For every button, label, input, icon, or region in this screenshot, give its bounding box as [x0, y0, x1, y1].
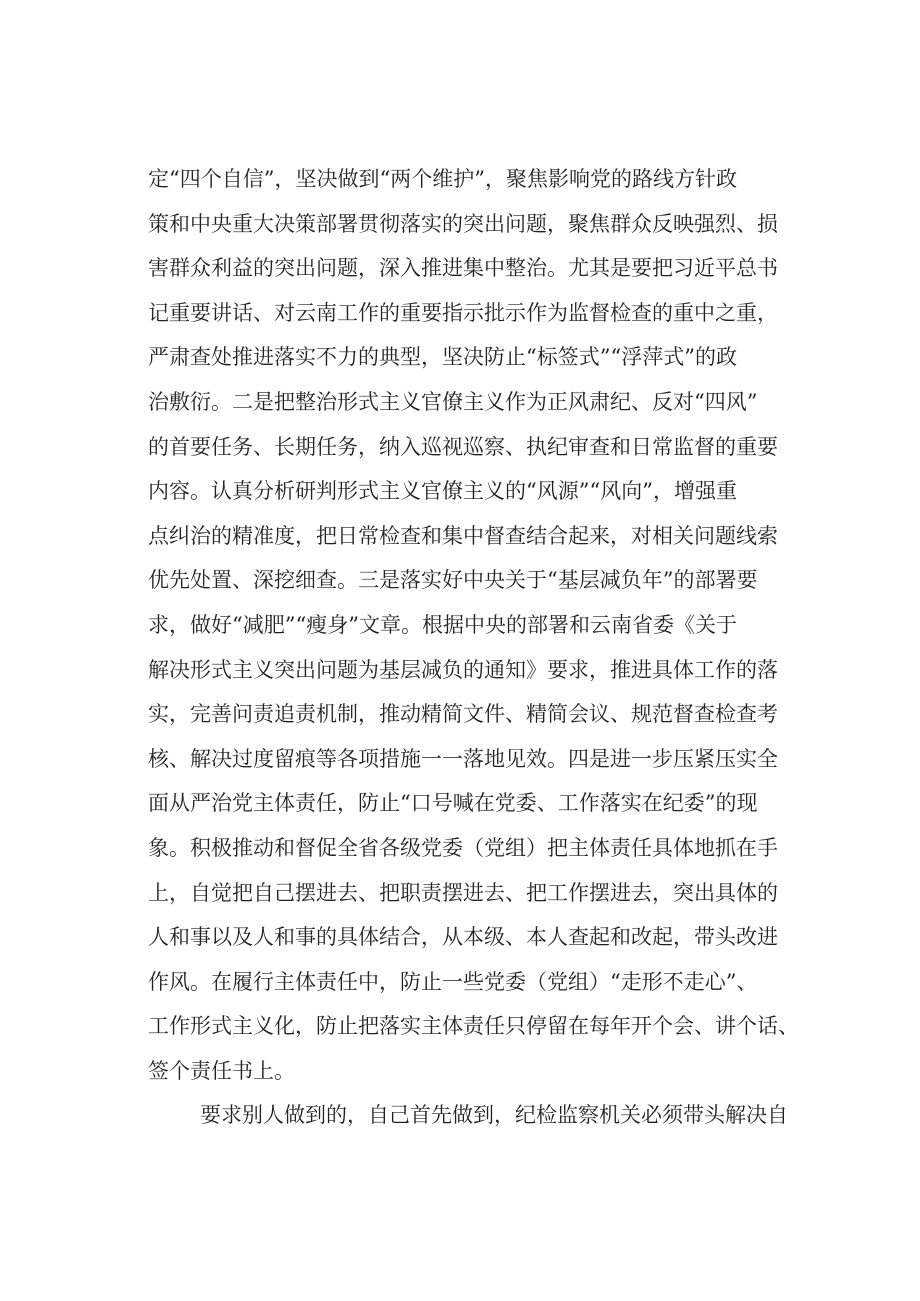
text-line: 解决形式主义突出问题为基层减负的通知》要求，推进具体工作的落 [148, 657, 778, 682]
document-body [148, 157, 848, 1138]
text-line: 求，做好“减肥”“瘦身”文章。根据中央的部署和云南省委《关于 [148, 612, 737, 637]
text-line: 点纠治的精准度，把日常检查和集中督查结合起来，对相关问题线索 [148, 523, 778, 548]
text-line: 核、解决过度留痕等各项措施一一落地见效。四是进一步压紧压实全 [148, 746, 778, 771]
text-line: 人和事以及人和事的具体结合，从本级、本人查起和改起，带头改进 [148, 925, 778, 950]
text-line: 签个责任书上。 [148, 1058, 295, 1083]
paragraph-1 [148, 157, 848, 1093]
text-line: 作风。在履行主体责任中，防止一些党委（党组）“走形不走心”、 [148, 969, 758, 994]
text-line: 的首要任务、长期任务，纳入巡视巡察、执纪审查和日常监督的重要 [148, 434, 778, 459]
text-line: 优先处置、深挖细查。三是落实好中央关于“基层减负年”的部署要 [148, 568, 758, 593]
text-line: 记重要讲话、对云南工作的重要指示批示作为监督检查的重中之重， [148, 300, 778, 325]
text-line: 要求别人做到的，自己首先做到，纪检监察机关必须带头解决自 [200, 1103, 788, 1128]
text-line: 策和中央重大决策部署贯彻落实的突出问题，聚焦群众反映强烈、损 [148, 211, 778, 236]
text-line: 面从严治党主体责任，防止“口号喊在党委、工作落实在纪委”的现 [148, 791, 758, 816]
paragraph-2 [148, 1093, 848, 1138]
text-line: 害群众利益的突出问题，深入推进集中整治。尤其是要把习近平总书 [148, 256, 778, 281]
text-line: 内容。认真分析研判形式主义官僚主义的“风源”“风向”，增强重 [148, 479, 737, 504]
text-line: 严肃查处推进落实不力的典型，坚决防止“标签式”“浮萍式”的政 [148, 345, 737, 370]
text-line: 工作形式主义化，防止把落实主体责任只停留在每年开个会、讲个话、 [148, 1014, 799, 1039]
text-line: 定“四个自信”，坚决做到“两个维护”，聚焦影响党的路线方针政 [148, 167, 737, 191]
text-line: 实，完善问责追责机制，推动精简文件、精简会议、规范督查检查考 [148, 702, 778, 727]
text-line: 治敷衍。二是把整治形式主义官僚主义作为正风肃纪、反对“四风” [148, 389, 758, 414]
text-line: 象。积极推动和督促全省各级党委（党组）把主体责任具体地抓在手 [148, 835, 778, 860]
text-line: 上，自觉把自己摆进去、把职责摆进去、把工作摆进去，突出具体的 [148, 880, 778, 905]
